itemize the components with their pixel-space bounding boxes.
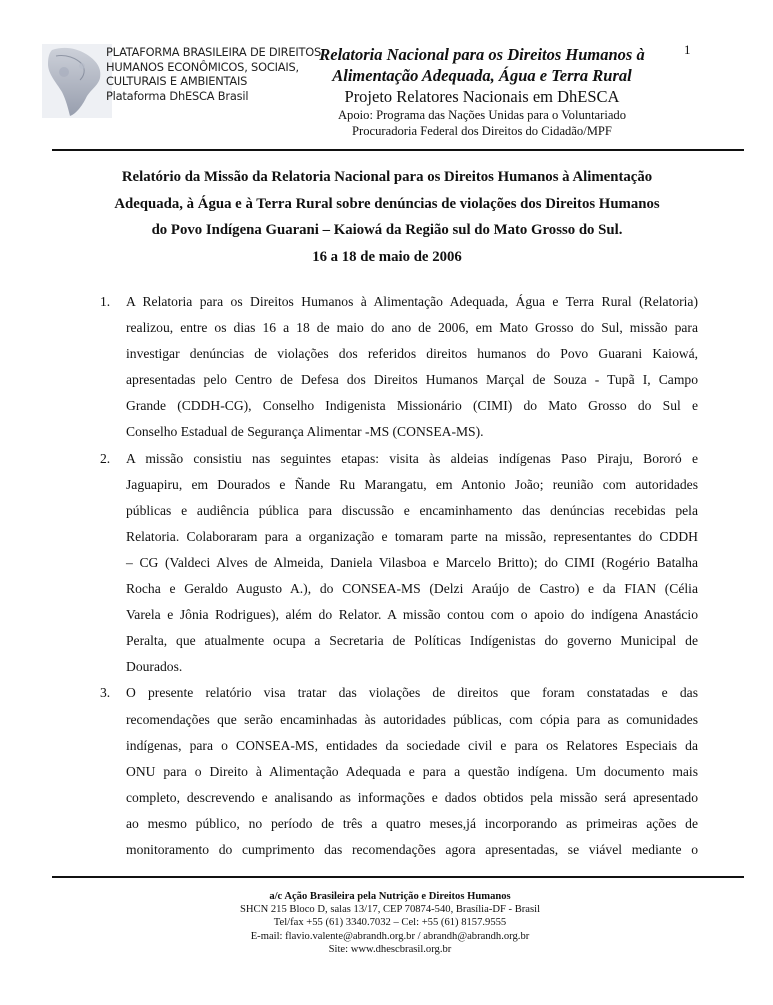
logo-line: PLATAFORMA BRASILEIRA DE DIREITOS	[106, 45, 322, 59]
paragraph-line: públicas e audiência pública para discussão e encaminhamento das denúncias recebidas pela	[126, 502, 698, 518]
numbered-paragraphs	[100, 289, 698, 863]
paragraph-line: apresentadas pelo Centro de Defesa dos Direitos Humanos Marçal de Souza - Tupã I, Campo	[126, 372, 698, 388]
header-title-line: Relatoria Nacional para os Direitos Humanos à	[319, 45, 645, 64]
paragraph-line: Rocha e Geraldo Augusto A.), do CONSEA-MS (Delzi Araújo de Castro) e da FIAN (Célia	[126, 581, 698, 597]
paragraph-line: Peralta, que atualmente ocupa a Secretaria de Políticas Indígenistas do governo Municipal de	[126, 633, 698, 649]
list-item	[100, 446, 698, 681]
header-apoio-line: Procuradoria Federal dos Direitos do Cidadão/MPF	[352, 124, 612, 138]
report-date: 16 a 18 de maio de 2006	[312, 248, 462, 265]
footer-org: a/c Ação Brasileira pela Nutrição e Direitos Humanos	[269, 891, 511, 902]
footer-address: SHCN 215 Bloco D, salas 13/17, CEP 70874-540, Brasília-DF - Brasil	[239, 904, 541, 916]
logo-line: CULTURAIS E AMBIENTAIS	[106, 74, 248, 89]
list-item	[100, 680, 698, 863]
logo-line: Plataforma DhESCA Brasil	[106, 88, 249, 103]
header-info	[306, 44, 658, 139]
report-title-line: do Povo Indígena Guarani – Kaiowá da Região sul do Mato Grosso do Sul.	[151, 222, 623, 238]
letterhead	[0, 0, 773, 150]
paragraph-line: ONU para o Direito à Alimentação Adequada e para a questão indígena. Um documento mais	[126, 763, 698, 779]
paragraph-line: A Relatoria para os Direitos Humanos à Alimentação Adequada, Água e Terra Rural (Relatoria)	[126, 294, 698, 309]
footer-phone: Tel/fax +55 (61) 3340.7032 – Cel: +55 (61) 8157.9555	[273, 917, 507, 929]
logo-text	[106, 45, 322, 103]
report-title-line: Adequada, à Água e à Terra Rural sobre denúncias de violações dos Direitos Humanos	[114, 195, 660, 212]
paragraph-line: O presente relatório visa tratar das violações de direitos que foram constatadas e das	[126, 685, 698, 701]
paragraph-line: Relatoria. Colaboraram para a organização e tomaram parte na missão, representantes do CDDH	[126, 528, 698, 544]
item-number: 3.	[100, 685, 111, 701]
paragraph-line: Jaguapiru, em Dourados e Ñande Ru Marangatu, em Antonio João; reunião com autoridades	[126, 476, 698, 492]
paragraph-line: Varela e Jônia Rodrigues), além do Relator. A missão contou com o apoio do indígena Anastácio	[126, 607, 698, 623]
header-divider	[52, 149, 744, 151]
page-number: 1	[684, 42, 691, 57]
paragraph-line: Dourados.	[126, 659, 183, 675]
paragraph-line: – CG (Valdeci Alves de Almeida, Daniela Vilasboa e Marcelo Britto); do CIMI (Rogério Batalha	[126, 554, 698, 570]
item-number: 2.	[100, 450, 111, 466]
paragraph-line: indígenas, para o CONSEA-MS, entidades da sociedade civil e para os Relatores Especiais da	[126, 737, 698, 753]
report-title	[80, 164, 694, 270]
paragraph-line: realizou, entre os dias 16 a 18 de maio do ano de 2006, em Mato Grosso do Sul, missão para	[126, 320, 698, 336]
paragraph-line: ao mesmo público, no período de três a quatro meses,já incorporando as primeiras ações de	[126, 815, 698, 831]
header-title-line: Alimentação Adequada, Água e Terra Rural	[332, 66, 632, 85]
paragraph-line: recomendações que serão encaminhadas às autoridades públicas, com cópia para as comunidades	[126, 711, 698, 727]
item-number: 1.	[100, 294, 111, 309]
header-project: Projeto Relatores Nacionais em DhESCA	[344, 87, 620, 106]
report-title-line: Relatório da Missão da Relatoria Nacional para os Direitos Humanos à Alimentação	[121, 169, 653, 185]
paragraph-line: completo, descrevendo e analisando as informações e dados obtidos pela missão será apresentado	[126, 789, 698, 805]
header-apoio-line: Apoio: Programa das Nações Unidas para o Voluntariado	[337, 108, 627, 122]
logo-line: HUMANOS ECONÔMICOS, SOCIAIS,	[106, 59, 299, 74]
footer	[150, 890, 630, 956]
south-america-map-icon	[42, 44, 112, 118]
list-item	[100, 289, 698, 446]
footer-divider	[52, 876, 744, 878]
platform-logo	[42, 44, 322, 118]
paragraph-line: A missão consistiu nas seguintes etapas: visita às aldeias indígenas Paso Piraju, Bororó e	[126, 450, 698, 466]
footer-site: Site: www.dhescbrasil.org.br	[328, 943, 452, 955]
paragraph-line: Grande (CDDH-CG), Conselho Indigenista Missionário (CIMI) do Mato Grosso do Sul e	[126, 398, 698, 414]
paragraph-line: investigar denúncias de violações dos referidos direitos humanos do Povo Guarani Kaiowá,	[126, 346, 698, 362]
paragraph-line: monitoramento do cumprimento das recomendações agora apresentadas, se viável mediante o	[126, 841, 698, 857]
footer-email: E-mail: flavio.valente@abrandh.org.br / abrandh@abrandh.org.br	[250, 930, 530, 942]
paragraph-line: Conselho Estadual de Segurança Alimentar -MS (CONSEA-MS).	[126, 424, 484, 440]
